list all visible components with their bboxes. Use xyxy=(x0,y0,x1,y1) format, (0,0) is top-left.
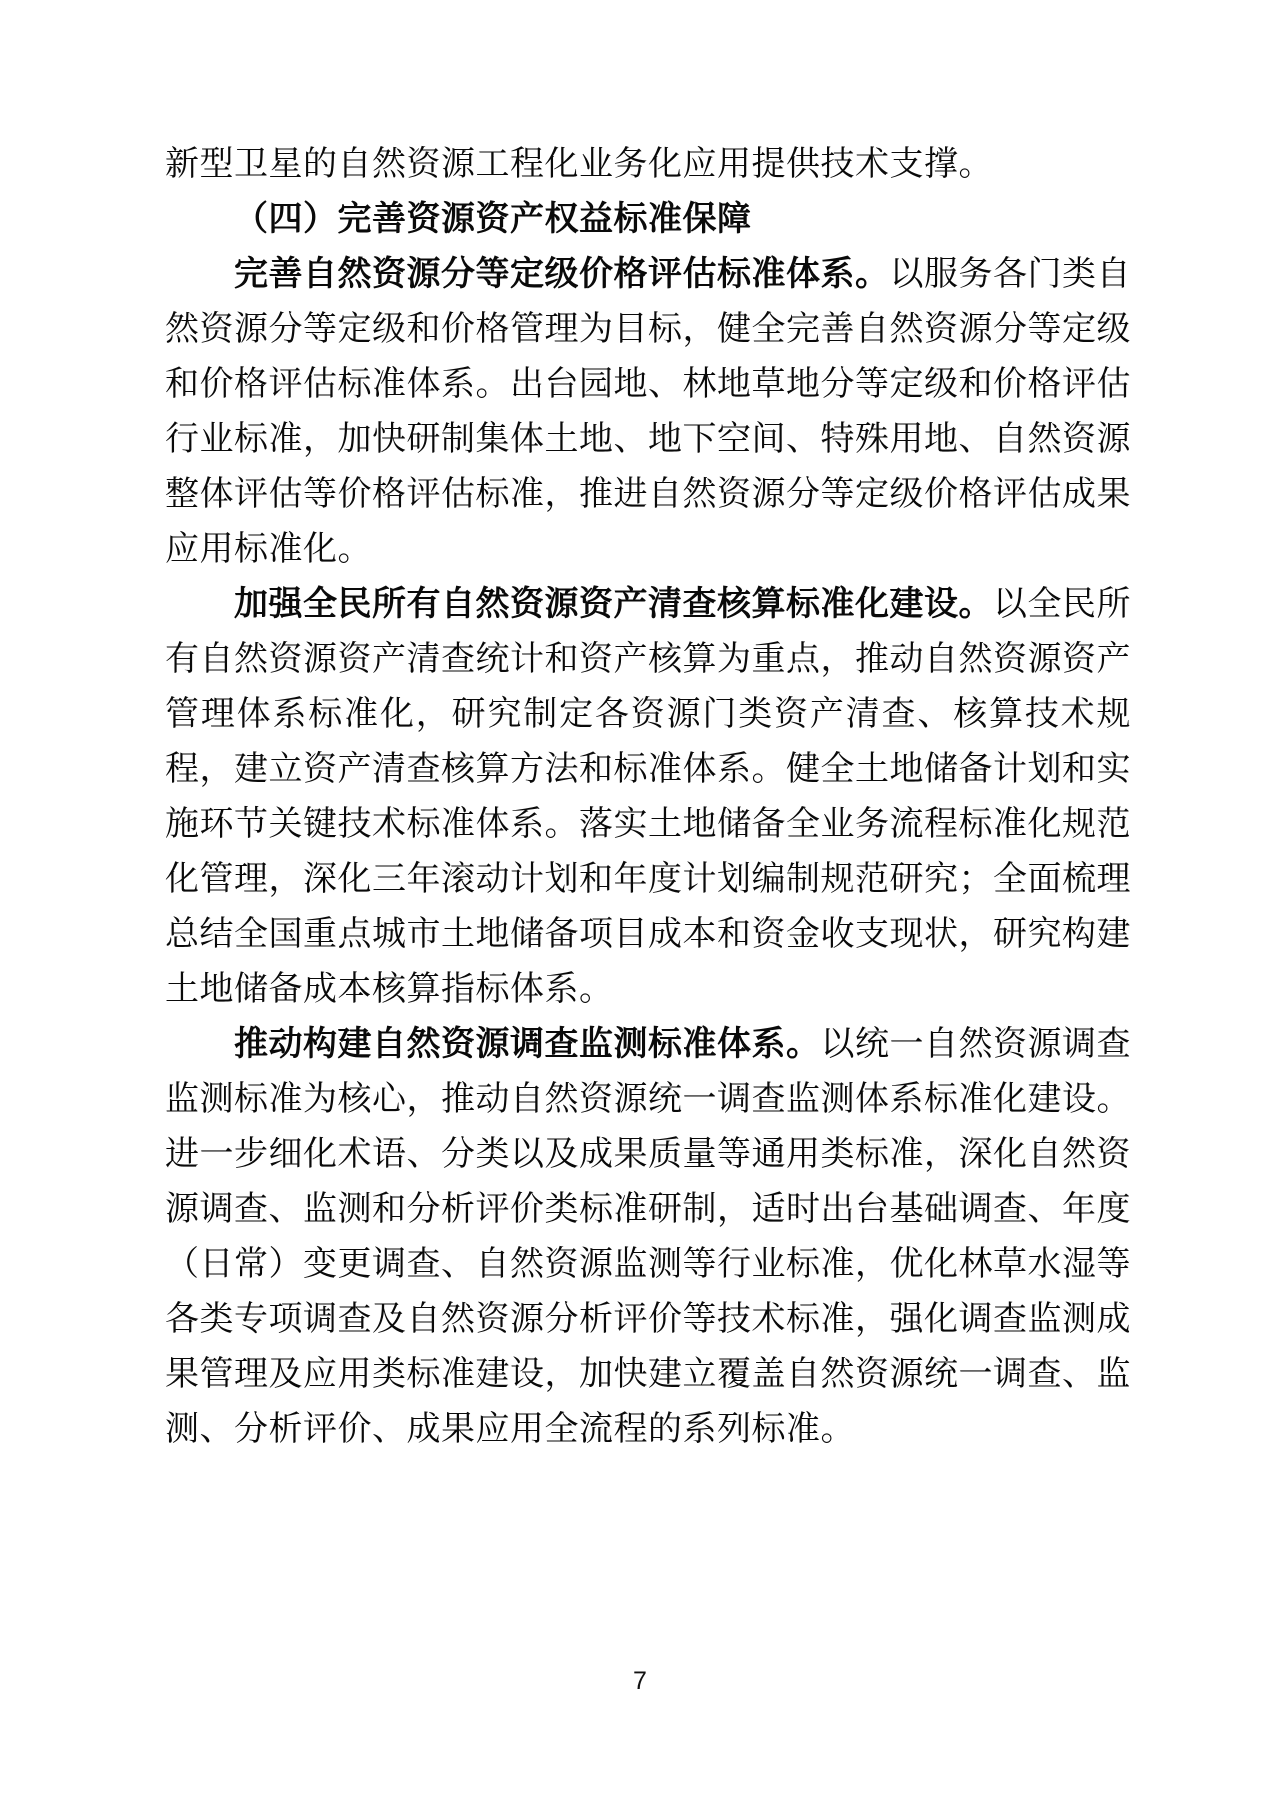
document-body xyxy=(165,137,1131,1457)
paragraph-lead: 加强全民所有自然资源资产清查核算标准化建设。 xyxy=(234,586,993,623)
paragraph-lead: 推动构建自然资源调查监测标准体系。 xyxy=(234,1026,821,1063)
paragraph xyxy=(165,1017,1131,1457)
page-number: 7 xyxy=(633,1667,647,1695)
paragraph-text: 以服务各门类自然资源分等定级和价格管理为目标，健全完善自然资源分等定级和价格评估标准体系。出台园地、林地草地分等定级和价格评估行业标准，加快研制集体土地、地下空间、特殊用地、自然资源整体评估等价格评估标准，推进自然资源分等定级价格评估成果应用标准化。 xyxy=(165,256,1131,568)
paragraph xyxy=(165,577,1131,1017)
paragraph xyxy=(165,247,1131,577)
paragraph-text: 以统一自然资源调查监测标准为核心，推动自然资源统一调查监测体系标准化建设。进一步细化术语、分类以及成果质量等通用类标准，深化自然资源调查、监测和分析评价类标准研制，适时出台基础调查、年度（日常）变更调查、自然资源监测等行业标准，优化林草水湿等各类专项调查及自然资源分析评价等技术标准，强化调查监测成果管理及应用类标准建设，加快建立覆盖自然资源统一调查、监测、分析评价、成果应用全流程的系列标准。 xyxy=(165,1026,1131,1448)
paragraph-text: 以全民所有自然资源资产清查统计和资产核算为重点，推动自然资源资产管理体系标准化，研究制定各资源门类资产清查、核算技术规程，建立资产清查核算方法和标准体系。健全土地储备计划和实施环节关键技术标准体系。落实土地储备全业务流程标准化规范化管理，深化三年滚动计划和年度计划编制规范研究；全面梳理总结全国重点城市土地储备项目成本和资金收支现状，研究构建土地储备成本核算指标体系。 xyxy=(165,586,1131,1008)
paragraph-continuation: 新型卫星的自然资源工程化业务化应用提供技术支撑。 xyxy=(165,146,993,183)
paragraph-lead: 完善自然资源分等定级价格评估标准体系。 xyxy=(234,256,890,293)
section-heading: （四）完善资源资产权益标准保障 xyxy=(234,201,752,238)
